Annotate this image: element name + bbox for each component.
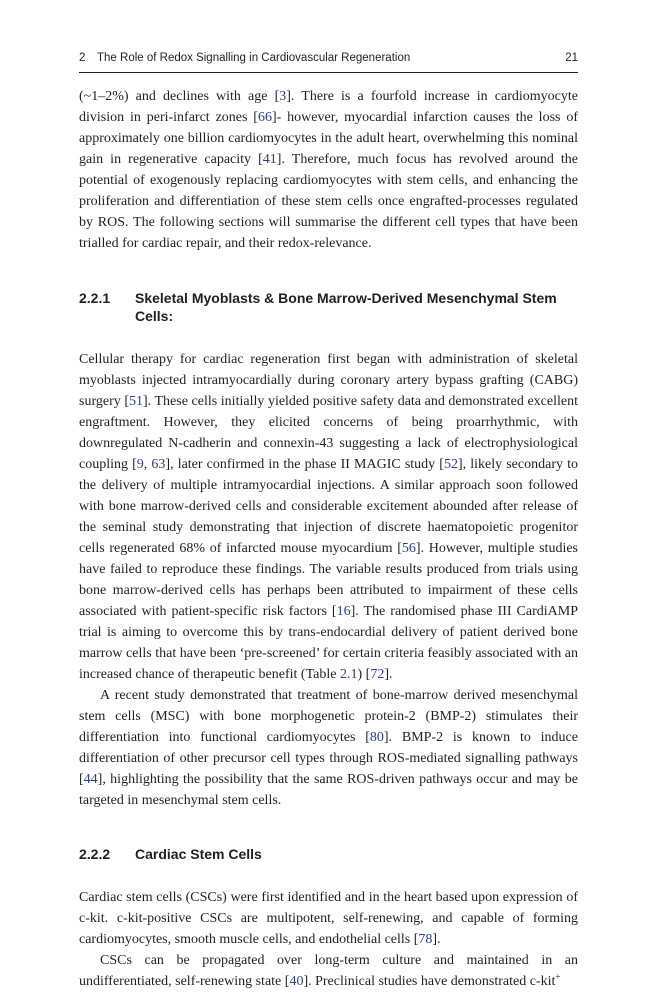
section-title: Skeletal Myoblasts & Bone Marrow-Derived Mesenchymal Stem Cells: bbox=[135, 290, 557, 324]
citation-link[interactable]: 16 bbox=[336, 604, 351, 619]
citation-link[interactable]: 41 bbox=[262, 152, 277, 167]
text: , bbox=[143, 457, 152, 472]
text: ]. BMP-2 is known to induce differentiation of other precursor cell types through ROS-mediated signalling pathways [ bbox=[79, 730, 578, 787]
text: ]. The randomised phase III CardiAMP trial is aiming to overcome this by trans-endocardial delivery of patient derived bone marrow cells that have been ‘pre-screened’ for certain criteria feasibly associated with an increased chance of therapeutic benefit (Table bbox=[79, 604, 578, 682]
paragraph-skeletal-myoblasts bbox=[79, 349, 578, 685]
citation-link[interactable]: 72 bbox=[370, 667, 385, 682]
citation-link[interactable]: 80 bbox=[369, 730, 384, 745]
section-title: Cardiac Stem Cells bbox=[135, 846, 262, 862]
running-title: The Role of Redox Signalling in Cardiovascular Regeneration bbox=[97, 52, 411, 64]
text: ]. bbox=[432, 932, 441, 947]
text: ]- however, myocardial infarction causes the loss of approximately one billion cardiomyocytes in the adult heart, overwhelming this nominal gain in regenerative capacity [ bbox=[79, 110, 578, 167]
section-number: 2.2.2 bbox=[79, 846, 111, 862]
text: Cardiac stem cells (CSCs) were first identified and in the heart based upon expression of c-kit. c-kit-positive CSCs are multipotent, self-renewing, and capable of forming cardiomyocytes, smooth muscle cells, and endothelial cells [ bbox=[79, 890, 578, 947]
paragraph-intro bbox=[79, 86, 578, 254]
citation-link[interactable]: 66 bbox=[257, 110, 272, 125]
citation-link[interactable]: 44 bbox=[83, 772, 98, 787]
text: ]. Preclinical studies have demonstrated c-kit bbox=[303, 974, 556, 989]
text: CSCs can be propagated over long-term culture and maintained in an undifferentiated, self-renewing state [ bbox=[79, 953, 578, 989]
text: ], highlighting the possibility that the same ROS-driven pathways occur and may be targeted in mesenchymal stem cells. bbox=[79, 772, 578, 808]
text: ]. bbox=[384, 667, 393, 682]
text: ]. These cells initially yielded positive safety data and demonstrated excellent engraftment. However, they elicited concerns of being proarrhythmic, with downregulated N-cadherin and connexin-43 suggesting a lack of electrophysiological coupling [ bbox=[79, 394, 578, 472]
paragraph-csc-intro bbox=[79, 887, 578, 950]
page-body bbox=[79, 86, 578, 992]
citation-link[interactable]: 52 bbox=[443, 457, 458, 472]
citation-link[interactable]: 51 bbox=[129, 394, 143, 409]
citation-link[interactable]: 78 bbox=[418, 932, 433, 947]
page-number: 21 bbox=[565, 52, 578, 64]
citation-link[interactable]: 9 bbox=[136, 457, 144, 472]
text: ]. However, multiple studies have failed to reproduce these findings. The variable results produced from trials using bone marrow-derived cells has perhaps been attributed to impairment of these cells associated with patient-specific risk factors [ bbox=[79, 541, 578, 619]
text: ], later confirmed in the phase II MAGIC study [ bbox=[165, 457, 444, 472]
section-heading-2-2-1 bbox=[79, 289, 578, 325]
running-header bbox=[79, 52, 578, 70]
text: (~1–2%) and declines with age [ bbox=[79, 89, 280, 104]
citation-link[interactable]: 3 bbox=[279, 89, 287, 104]
text: ]. There is a fourfold increase in cardiomyocyte division in peri-infarct zones [ bbox=[79, 89, 578, 125]
citation-link[interactable]: 56 bbox=[401, 541, 416, 556]
text: A recent study demonstrated that treatment of bone-marrow derived mesenchymal stem cells (MSC) with bone morphogenetic protein-2 (BMP-2) stimulates their differentiation into functional cardiomyocytes [ bbox=[79, 688, 578, 745]
header-rule bbox=[79, 72, 578, 73]
section-heading-2-2-2 bbox=[79, 845, 578, 863]
text: ) [ bbox=[357, 667, 371, 682]
text: ], likely secondary to the delivery of multiple intramyocardial injections. A similar approach soon followed with bone marrow-derived cells and considerable excitement abounded after release of the seminal study demonstrating that injection of discrete haematopoietic progenitor cells regenerated 68% of infarcted mouse myocardium [ bbox=[79, 457, 578, 556]
superscript: + bbox=[555, 971, 561, 982]
citation-link[interactable]: 40 bbox=[289, 974, 304, 989]
table-reference-link[interactable]: 2.1 bbox=[339, 667, 358, 682]
text: ]. Therefore, much focus has revolved around the potential of exogenously replacing cardiomyocytes with stem cells, and enhancing the proliferation and differentiation of these stem cells once engrafted-processes regulated by ROS. The following sections will summarise the different cell types that have been trialled for cardiac repair, and their redox-relevance. bbox=[79, 152, 579, 251]
section-number: 2.2.1 bbox=[79, 290, 111, 306]
text: Cellular therapy for cardiac regeneration first began with administration of skeletal myoblasts injected intramyocardially during coronary artery bypass grafting (CABG) surgery [ bbox=[79, 352, 578, 409]
paragraph-msc bbox=[79, 685, 578, 811]
chapter-number: 2 bbox=[79, 52, 86, 64]
citation-link[interactable]: 63 bbox=[151, 457, 166, 472]
paragraph-csc-culture bbox=[79, 950, 578, 992]
